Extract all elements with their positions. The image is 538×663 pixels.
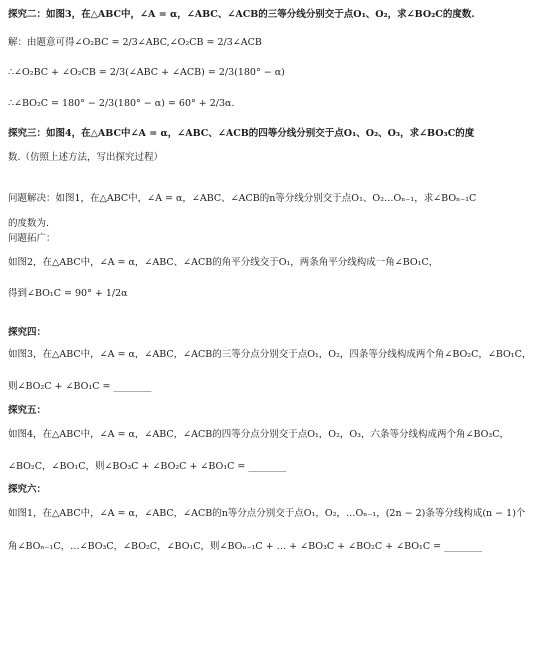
explore-six-heading: 探究六： — [8, 484, 47, 495]
solution-line-1: 解：由题意可得∠O₂BC = 2/3∠ABC,∠O₂CB = 2/3∠ACB — [8, 37, 262, 48]
solution-line-3: ∴∠BO₂C = 180° − 2/3(180° − α) = 60° + 2/3α. — [8, 98, 235, 109]
explore-five-answer-line: ∠BO₂C，∠BO₁C，则∠BO₃C + ∠BO₂C + ∠BO₁C = ________ — [8, 461, 287, 472]
problem-solving-line: 问题解决：如图1，在△ABC中，∠A = α，∠ABC、∠ACB的n等分线分别交于点O₁、O₂…Oₙ₋₁，求∠BOₙ₋₁C — [8, 193, 477, 204]
explore-four-line: 如图3，在△ABC中，∠A = α，∠ABC，∠ACB的三等分点分别交于点O₁，O₂，四条等分线构成两个角∠BO₂C，∠BO₁C， — [8, 349, 532, 360]
explore-four-answer-line: 则∠BO₂C + ∠BO₁C = ________ — [8, 381, 152, 392]
explore-two-heading: 探究二：如图3，在△ABC中，∠A = α，∠ABC、∠ACB的三等分线分别交于点O₁、O₂，求∠BO₂C的度数. — [8, 9, 475, 20]
explore-three-continuation: 数.（仿照上述方法，写出探究过程） — [8, 152, 164, 163]
solution-line-2: ∴∠O₂BC + ∠O₂CB = 2/3(∠ABC + ∠ACB) = 2/3(180° − α) — [8, 67, 285, 78]
extension-figure2-line: 如图2，在△ABC中，∠A = α，∠ABC、∠ACB的角平分线交于O₁，两条角平分线构成一角∠BO₁C， — [8, 257, 439, 268]
explore-five-heading: 探究五： — [8, 405, 47, 416]
problem-solving-continuation: 的度数为. — [8, 218, 50, 229]
explore-six-line: 如图1，在△ABC中，∠A = α，∠ABC，∠ACB的n等分点分别交于点O₁，O₂，…Oₙ₋₁，(2n − 2)条等分线构成(n − 1)个 — [8, 508, 526, 519]
explore-four-heading: 探究四： — [8, 327, 47, 338]
explore-five-line: 如图4，在△ABC中，∠A = α，∠ABC，∠ACB的四等分点分别交于点O₁，O₂，O₃，六条等分线构成两个角∠BO₃C， — [8, 429, 509, 440]
extension-result-line: 得到∠BO₁C = 90° + 1/2α — [8, 288, 128, 299]
explore-six-answer-line: 角∠BOₙ₋₁C，…∠BO₃C，∠BO₂C，∠BO₁C，则∠BOₙ₋₁C + … + ∠BO₃C + ∠BO₂C + ∠BO₁C = ________ — [8, 541, 483, 552]
explore-three-heading: 探究三：如图4，在△ABC中∠A = α，∠ABC、∠ACB的四等分线分别交于点O₁、O₂、O₃，求∠BO₃C的度 — [8, 128, 475, 139]
problem-extension-heading: 问题拓广： — [8, 233, 56, 244]
